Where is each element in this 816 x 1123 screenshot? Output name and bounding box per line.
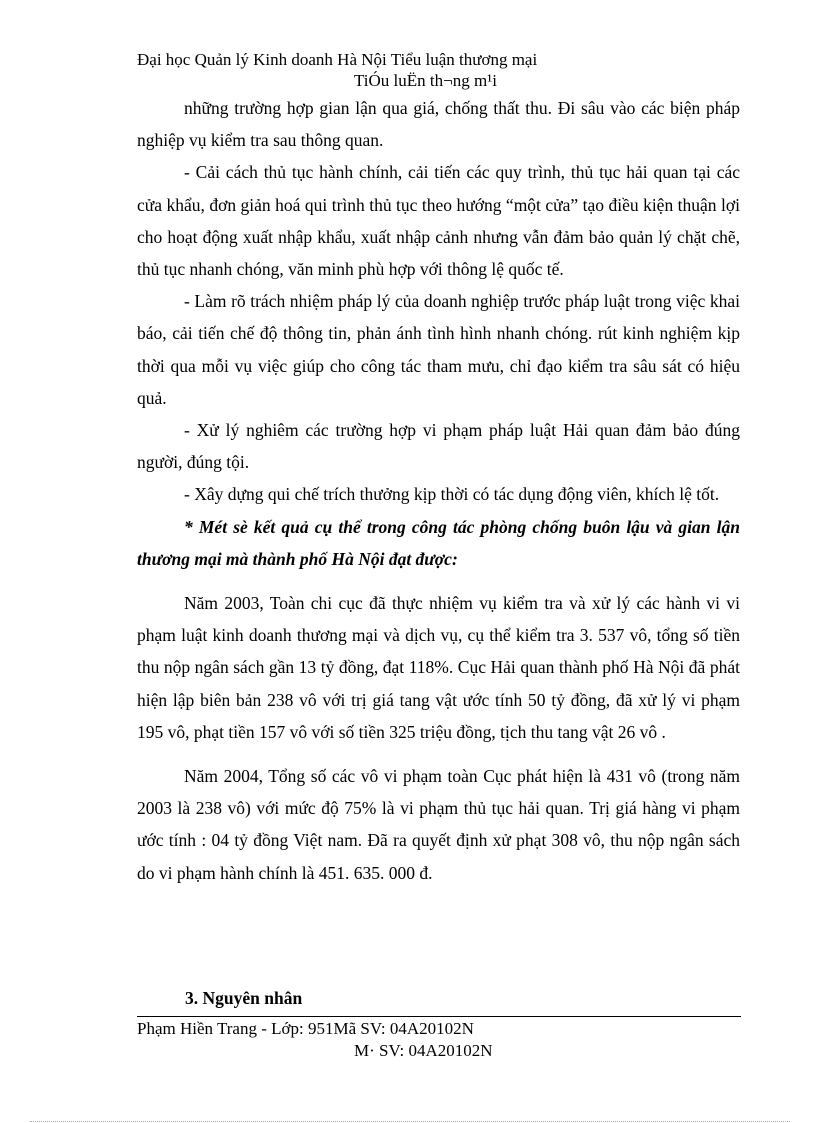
paragraph-legal-responsibility: - Làm rõ trách nhiệm pháp lý của doanh nghiệp trước pháp luật trong việc khai báo, cải tiến chế độ thông tin, phản ánh tình hình nhanh chóng. rút kinh nghiệm kịp thời qua mỗi vụ việc giúp cho công tác tham mưu, chỉ đạo kiểm tra sâu sát có hiệu quả. xyxy=(137,291,740,408)
paragraph-continuation: những trường hợp gian lận qua giá, chống thất thu. Đi sâu vào các biện pháp nghiệp vụ kiểm tra sau thông quan. xyxy=(137,98,740,151)
document-body xyxy=(137,92,740,889)
footer-student-id: M· SV: 04A20102N xyxy=(354,1041,493,1060)
paragraph-year-2004: Năm 2004, Tổng số các vô vi phạm toàn Cục phát hiện là 431 vô (trong năm 2003 là 238 vô) với mức độ 75% là vi phạm thủ tục hải quan. Trị giá hàng vi phạm ước tính : 04 tỷ đồng Việt nam. Đã ra quyết định xử phạt 308 vô, thu nộp ngân sách do vi phạm hành chính là 451. 635. 000 đ. xyxy=(137,766,740,883)
paragraph-strict-handling: - Xử lý nghiêm các trường hợp vi phạm pháp luật Hải quan đảm bảo đúng người, đúng tội. xyxy=(137,420,740,473)
page-header-subtitle: TiÓu luËn th¬ng m¹i xyxy=(354,71,497,90)
footer-divider xyxy=(137,1016,741,1017)
page-header-title: Đại học Quản lý Kinh doanh Hà Nội Tiểu luận thương mại xyxy=(137,50,538,69)
paragraph-rewards: - Xây dựng qui chế trích thưởng kịp thời có tác dụng động viên, khích lệ tốt. xyxy=(184,484,720,505)
section-title: 3. Nguyên nhân xyxy=(185,988,303,1008)
paragraph-year-2003: Năm 2003, Toàn chi cục đã thực nhiệm vụ kiểm tra và xử lý các hành vi vi phạm luật kinh doanh thương mại và dịch vụ, cụ thể kiểm tra 3. 537 vô, tổng số tiền thu nộp ngân sách gần 13 tỷ đồng, đạt 118%. Cục Hải quan thành phố Hà Nội đã phát hiện lập biên bản 238 vô với trị giá tang vật ước tính 50 tỷ đồng, đã xử lý vi phạm 195 vô, phạt tiền 157 vô với số tiền 325 triệu đồng, tịch thu tang vật 26 vô . xyxy=(137,593,740,742)
results-heading: * Mét sè kết quả cụ thể trong công tác phòng chống buôn lậu và gian lận thương mại mà thành phố Hà Nội đạt được: xyxy=(137,516,740,569)
page-edge-divider xyxy=(30,1121,790,1122)
paragraph-admin-reform: - Cải cách thủ tục hành chính, cải tiến các quy trình, thủ tục hải quan tại các cửa khẩu, đơn giản hoá qui trình thủ tục theo hướng “một cửa” tạo điều kiện thuận lợi cho hoạt động xuất nhập khẩu, xuất nhập cảnh nhưng vẫn đảm bảo quản lý chặt chẽ, thủ tục nhanh chóng, văn minh phù hợp với thông lệ quốc tế. xyxy=(137,162,740,280)
footer-author: Phạm Hiền Trang - Lớp: 951Mã SV: 04A20102N xyxy=(137,1019,474,1038)
